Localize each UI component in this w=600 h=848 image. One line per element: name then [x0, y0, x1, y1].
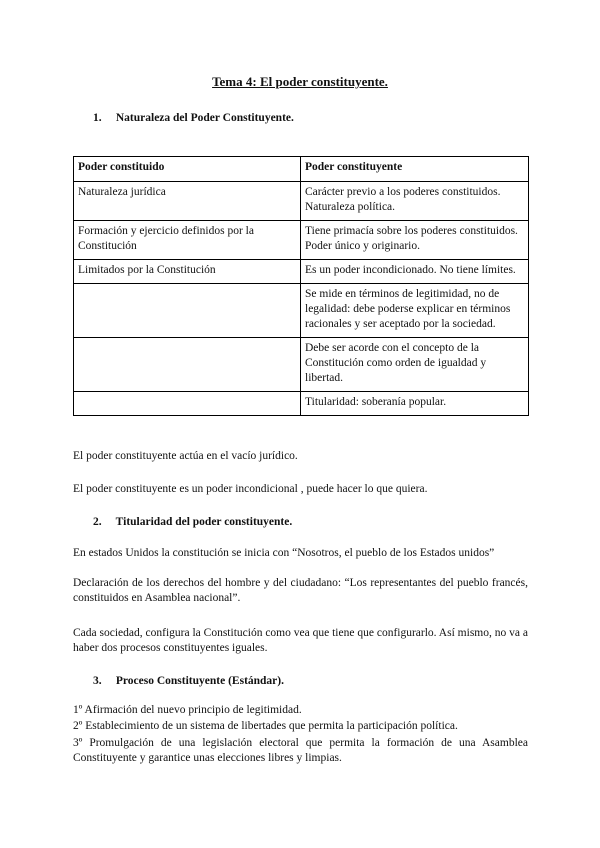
- section-3-heading: [93, 674, 284, 689]
- section-2-heading: [93, 515, 292, 530]
- table-row: [74, 392, 529, 416]
- table-header-row: [74, 157, 529, 182]
- table-row: [74, 260, 529, 284]
- paragraph: En estados Unidos la constitución se inicia con “Nosotros, el pueblo de los Estados unidos”: [73, 547, 495, 559]
- paragraph: El poder constituyente actúa en el vacío jurídico.: [73, 450, 298, 462]
- table-cell: Formación y ejercicio definidos por la Constitución: [74, 221, 301, 260]
- table-row: [74, 338, 529, 392]
- table-cell: Titularidad: soberanía popular.: [301, 392, 529, 416]
- comparison-table: [73, 156, 529, 416]
- table-cell: [74, 284, 301, 338]
- paragraph: El poder constituyente es un poder incondicional , puede hacer lo que quiera.: [73, 483, 428, 495]
- table-cell: Limitados por la Constitución: [74, 260, 301, 284]
- section-1-number: 1.: [93, 112, 102, 124]
- paragraph: Cada sociedad, configura la Constitución como vea que tiene que configurarlo. Así mismo, no va a haber dos procesos constituyentes iguales.: [73, 627, 528, 654]
- table-cell: Es un poder incondicionado. No tiene límites.: [301, 260, 529, 284]
- section-1-title: Naturaleza del Poder Constituyente.: [115, 112, 294, 124]
- section-2-number: 2.: [93, 516, 102, 528]
- table-row: [74, 284, 529, 338]
- table-cell: [74, 392, 301, 416]
- list-item: 1º Afirmación del nuevo principio de legitimidad.: [73, 704, 302, 716]
- section-2-title: Titularidad del poder constituyente.: [115, 516, 293, 528]
- paragraph: Declaración de los derechos del hombre y del ciudadano: “Los representantes del pueblo francés, constituidos en Asamblea nacional”.: [73, 577, 528, 604]
- table-cell: Naturaleza jurídica: [74, 182, 301, 221]
- document-title: Tema 4: El poder constituyente.: [212, 74, 388, 89]
- table-cell: Tiene primacía sobre los poderes constituidos. Poder único y originario.: [301, 221, 529, 260]
- table-row: [74, 221, 529, 260]
- list-item: 3º Promulgación de una legislación electoral que permita la formación de una Asamblea Constituyente y garantice unas elecciones libres y limpias.: [73, 737, 528, 764]
- table-cell: Carácter previo a los poderes constituidos. Naturaleza política.: [301, 182, 529, 221]
- table-cell: Se mide en términos de legitimidad, no de legalidad: debe poderse explicar en términos racionales y ser aceptado por la sociedad.: [301, 284, 529, 338]
- section-3-number: 3.: [93, 675, 102, 687]
- list-item: 2º Establecimiento de un sistema de libertades que permita la participación política.: [73, 720, 458, 732]
- section-1-heading: [93, 111, 294, 126]
- table-cell: Debe ser acorde con el concepto de la Constitución como orden de igualdad y libertad.: [301, 338, 529, 392]
- section-3-title: Proceso Constituyente (Estándar).: [115, 675, 284, 687]
- table-header-cell: Poder constituyente: [301, 157, 529, 182]
- table-header-cell: Poder constituido: [74, 157, 301, 182]
- table-cell: [74, 338, 301, 392]
- table-row: [74, 182, 529, 221]
